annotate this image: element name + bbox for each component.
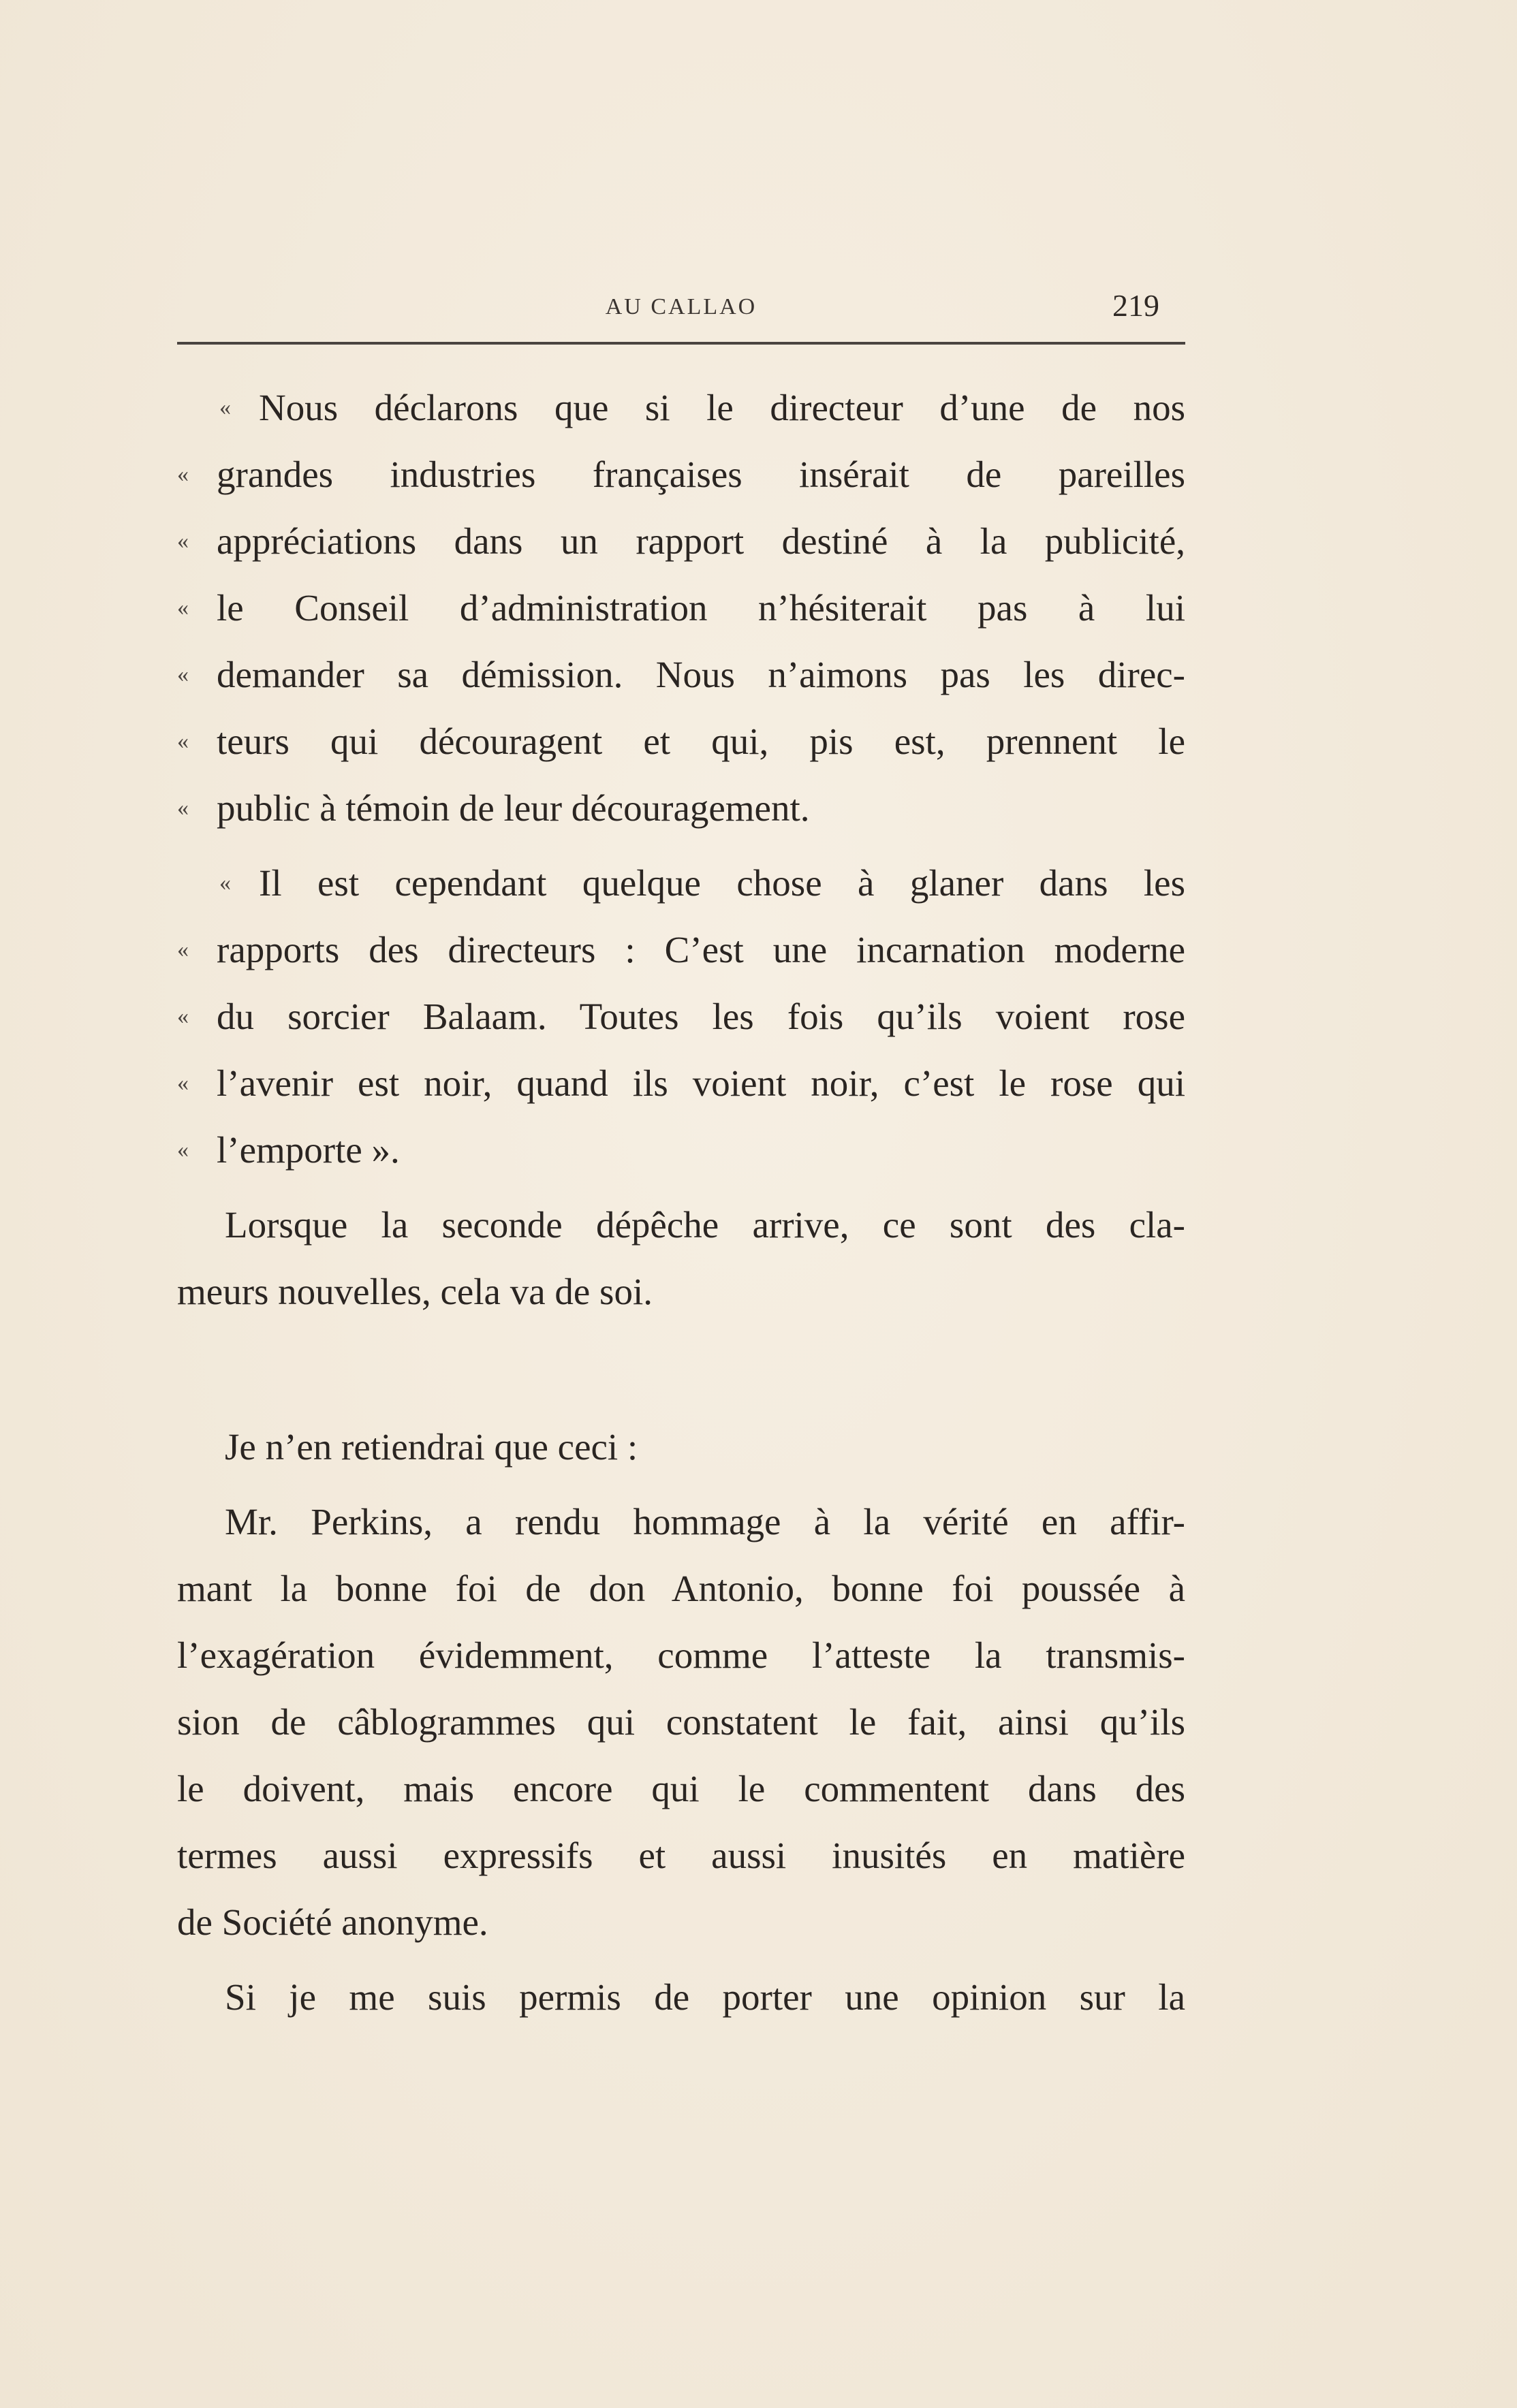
quote-mark: « bbox=[219, 870, 231, 896]
paragraph-gap bbox=[177, 1956, 1185, 1964]
running-header bbox=[177, 279, 1185, 334]
text-line: mant la bonne foi de don Antonio, bonne foi poussée à bbox=[177, 1568, 1185, 1609]
quote-mark: « bbox=[177, 729, 189, 754]
quote-mark: « bbox=[177, 1137, 189, 1162]
text-line: Si je me suis permis de porter une opinion sur la bbox=[225, 1976, 1185, 2018]
page-number: 219 bbox=[1112, 288, 1159, 323]
quote-mark: « bbox=[177, 662, 189, 687]
quote-mark: « bbox=[177, 1004, 189, 1029]
quote-mark: « bbox=[177, 528, 189, 554]
running-title: AU CALLAO bbox=[605, 294, 757, 319]
text-line: « l’emporte ». bbox=[177, 1117, 1185, 1184]
quote-mark: « bbox=[177, 937, 189, 962]
quote-mark: « bbox=[177, 1071, 189, 1096]
text-line: Lorsque la seconde dépêche arrive, ce sont des cla- bbox=[225, 1204, 1185, 1246]
paragraph-gap bbox=[177, 1184, 1185, 1192]
text-line: Je n’en retiendrai que ceci : bbox=[225, 1426, 638, 1468]
quoted-paragraph-2 bbox=[177, 850, 1185, 1184]
text-line: « grandes industries françaises insérait de pareilles bbox=[177, 441, 1185, 508]
paragraph-5 bbox=[177, 1489, 1185, 1956]
text-line: le doivent, mais encore qui le commentent dans des bbox=[177, 1768, 1185, 1809]
text-line: meurs nouvelles, cela va de soi. bbox=[177, 1271, 653, 1312]
quote-mark: « bbox=[177, 595, 189, 620]
text-line: sion de câblogrammes qui constatent le fait, ainsi qu’ils bbox=[177, 1701, 1185, 1743]
quote-mark: « bbox=[177, 462, 189, 487]
quote-mark: « bbox=[177, 795, 189, 821]
text-line: « du sorcier Balaam. Toutes les fois qu’ils voient rose bbox=[177, 983, 1185, 1050]
text-line: Mr. Perkins, a rendu hommage à la vérité en affir- bbox=[225, 1501, 1185, 1542]
text-line: « le Conseil d’administration n’hésiterait pas à lui bbox=[177, 575, 1185, 641]
text-line: termes aussi expressifs et aussi inusités en matière bbox=[177, 1835, 1185, 1876]
body-text bbox=[177, 375, 1185, 2031]
text-line: de Société anonyme. bbox=[177, 1901, 488, 1943]
paragraph-gap bbox=[177, 842, 1185, 850]
section-gap bbox=[177, 1325, 1185, 1414]
text-line: « public à témoin de leur découragement. bbox=[177, 775, 1185, 842]
text-line: l’exagération évidemment, comme l’atteste la transmis- bbox=[177, 1634, 1185, 1676]
header-rule bbox=[177, 342, 1185, 345]
quote-mark: « bbox=[219, 395, 231, 420]
text-line: « appréciations dans un rapport destiné à la publicité, bbox=[177, 508, 1185, 575]
text-line: « teurs qui découragent et qui, pis est, prennent le bbox=[177, 708, 1185, 775]
paragraph-6 bbox=[177, 1964, 1185, 2031]
text-line: « demander sa démission. Nous n’aimons pas les direc- bbox=[177, 641, 1185, 708]
paragraph-4 bbox=[177, 1414, 1185, 1480]
text-line: « Il est cependant quelque chose à glaner dans les bbox=[177, 850, 1185, 917]
book-page bbox=[177, 279, 1185, 2018]
text-line: « l’avenir est noir, quand ils voient noir, c’est le rose qui bbox=[177, 1050, 1185, 1117]
text-line: « rapports des directeurs : C’est une incarnation moderne bbox=[177, 917, 1185, 983]
quoted-paragraph-1 bbox=[177, 375, 1185, 842]
paragraph-gap bbox=[177, 1480, 1185, 1489]
text-line: « Nous déclarons que si le directeur d’une de nos bbox=[177, 375, 1185, 441]
paragraph-3 bbox=[177, 1192, 1185, 1325]
